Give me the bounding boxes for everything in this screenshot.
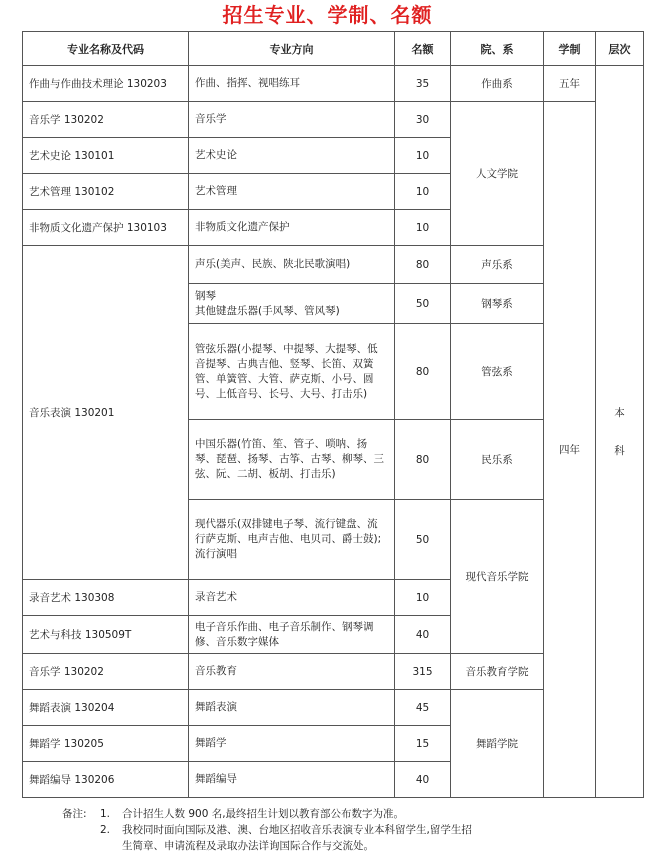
- major-cell: 舞蹈编导 130206: [23, 762, 189, 798]
- direction-cell: 声乐(美声、民族、陕北民歌演唱): [189, 246, 395, 284]
- enrollment-table: [22, 31, 644, 798]
- direction-cell: 录音艺术: [189, 580, 395, 616]
- major-cell: 非物质文化遗产保护 130103: [23, 210, 189, 246]
- quota-cell: 10: [395, 174, 451, 210]
- note-2-number: 2.: [100, 824, 111, 836]
- notes: [62, 806, 647, 854]
- major-cell: 录音艺术 130308: [23, 580, 189, 616]
- major-cell: 艺术与科技 130509T: [23, 616, 189, 654]
- dept-cell: 声乐系: [451, 246, 544, 284]
- quota-cell: 315: [395, 654, 451, 690]
- direction-cell: 舞蹈学: [189, 726, 395, 762]
- direction-cell: 中国乐器(竹笛、笙、管子、唢呐、扬琴、琵琶、扬琴、古筝、古琴、柳琴、三弦、阮、二胡、板胡、打击乐): [189, 420, 395, 500]
- direction-cell: 舞蹈表演: [189, 690, 395, 726]
- dept-cell: 音乐教育学院: [451, 654, 544, 690]
- quota-cell: 40: [395, 616, 451, 654]
- header-level: 层次: [596, 32, 644, 66]
- direction-cell: 钢琴 其他键盘乐器(手风琴、管风琴): [189, 284, 395, 324]
- duration-cell: 五年: [544, 66, 596, 102]
- quota-cell: 80: [395, 324, 451, 420]
- page-title: 招生专业、学制、名额: [222, 3, 433, 27]
- major-cell: 作曲与作曲技术理论 130203: [23, 66, 189, 102]
- direction-cell: 音乐教育: [189, 654, 395, 690]
- direction-cell: 舞蹈编导: [189, 762, 395, 798]
- direction-cell: 艺术管理: [189, 174, 395, 210]
- header-dept: 院、系: [451, 32, 544, 66]
- dept-cell: 作曲系: [451, 66, 544, 102]
- note-2-continuation: 生简章、申请流程及录取办法详询国际合作与交流处。: [122, 840, 374, 852]
- major-cell: 舞蹈表演 130204: [23, 690, 189, 726]
- quota-cell: 80: [395, 246, 451, 284]
- direction-cell: 艺术史论: [189, 138, 395, 174]
- quota-cell: 10: [395, 210, 451, 246]
- table-row: [23, 66, 644, 102]
- dept-cell: 钢琴系: [451, 284, 544, 324]
- direction-cell: 管弦乐器(小提琴、中提琴、大提琴、低音提琴、古典吉他、竖琴、长笛、双簧管、单簧管、大管、萨克斯、小号、圆号、上低音号、长号、大号、打击乐): [189, 324, 395, 420]
- direction-cell: 作曲、指挥、视唱练耳: [189, 66, 395, 102]
- direction-cell: 音乐学: [189, 102, 395, 138]
- quota-cell: 35: [395, 66, 451, 102]
- duration-cell: 四年: [544, 102, 596, 798]
- table-header-row: [23, 32, 644, 66]
- direction-cell: 现代器乐(双排键电子琴、流行键盘、流行萨克斯、电声吉他、电贝司、爵士鼓);流行演唱: [189, 500, 395, 580]
- table-row: [23, 102, 644, 138]
- major-cell: 舞蹈学 130205: [23, 726, 189, 762]
- major-cell: 艺术史论 130101: [23, 138, 189, 174]
- level-char-1: 本: [614, 406, 625, 419]
- direction-cell: 非物质文化遗产保护: [189, 210, 395, 246]
- major-cell: 音乐学 130202: [23, 654, 189, 690]
- quota-cell: 50: [395, 500, 451, 580]
- dept-cell: 管弦系: [451, 324, 544, 420]
- header-direction: 专业方向: [189, 32, 395, 66]
- dept-cell: 现代音乐学院: [451, 500, 544, 654]
- quota-cell: 30: [395, 102, 451, 138]
- header-duration: 学制: [544, 32, 596, 66]
- note-1-text: 合计招生人数 900 名,最终招生计划以教育部公布数字为准。: [122, 808, 405, 820]
- direction-cell: 电子音乐作曲、电子音乐制作、钢琴调修、音乐数字媒体: [189, 616, 395, 654]
- major-cell: 音乐表演 130201: [23, 246, 189, 580]
- quota-cell: 10: [395, 138, 451, 174]
- major-cell: 艺术管理 130102: [23, 174, 189, 210]
- quota-cell: 10: [395, 580, 451, 616]
- quota-cell: 15: [395, 726, 451, 762]
- quota-cell: 40: [395, 762, 451, 798]
- quota-cell: 45: [395, 690, 451, 726]
- notes-prefix: 备注:: [62, 808, 87, 820]
- major-cell: 音乐学 130202: [23, 102, 189, 138]
- level-char-2: 科: [614, 444, 625, 457]
- dept-cell: 舞蹈学院: [451, 690, 544, 798]
- dept-cell: 人文学院: [451, 102, 544, 246]
- header-quota: 名额: [395, 32, 451, 66]
- note-2-text: 我校同时面向国际及港、澳、台地区招收音乐表演专业本科留学生,留学生招: [122, 824, 472, 836]
- dept-cell: 民乐系: [451, 420, 544, 500]
- level-cell: [596, 66, 644, 798]
- quota-cell: 80: [395, 420, 451, 500]
- quota-cell: 50: [395, 284, 451, 324]
- note-1-number: 1.: [100, 808, 111, 820]
- header-major: 专业名称及代码: [23, 32, 189, 66]
